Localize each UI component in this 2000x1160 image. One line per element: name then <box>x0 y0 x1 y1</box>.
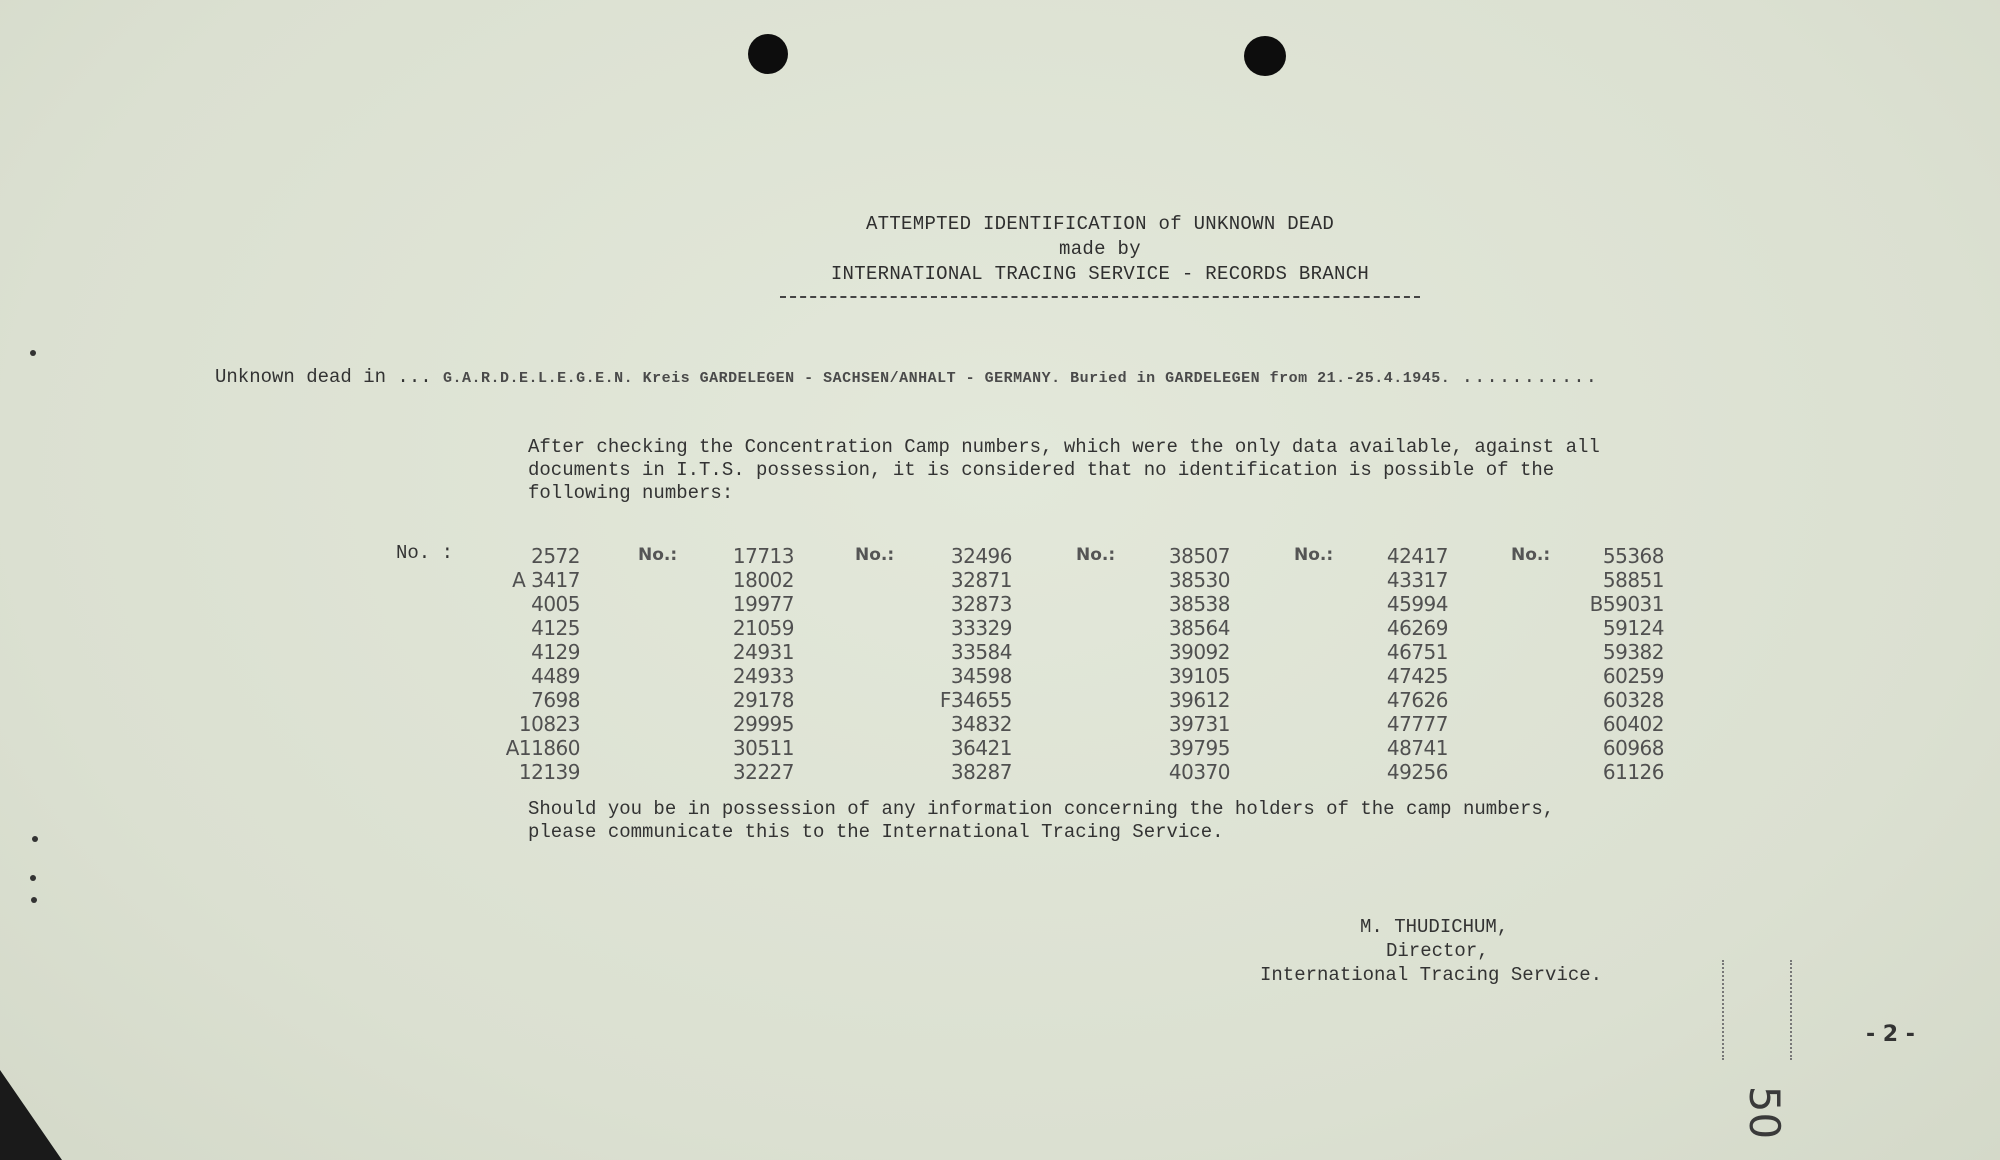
camp-number: 61126 <box>1602 760 1664 784</box>
camp-number: 21059 <box>732 616 794 640</box>
camp-number: 48741 <box>1386 736 1448 760</box>
burial-place: G.A.R.D.E.L.E.G.E.N. Kreis GARDELEGEN - SACHSEN/ANHALT - GERMANY. Buried in GARDELEGEN from 21.-25.4.1945. <box>443 370 1451 387</box>
camp-number: 47626 <box>1386 688 1448 712</box>
column-label-5: No.: <box>1294 545 1334 565</box>
camp-number: 18002 <box>732 568 794 592</box>
number-column-1 <box>450 544 580 784</box>
fill-dots: ........... <box>1461 366 1599 388</box>
margin-mark <box>30 350 36 356</box>
camp-number: A 3417 <box>512 568 580 592</box>
number-column-6 <box>1534 544 1664 784</box>
camp-number: 46269 <box>1386 616 1448 640</box>
camp-number: 45994 <box>1386 592 1448 616</box>
camp-number: 4129 <box>531 640 580 664</box>
camp-number: 38507 <box>1168 544 1230 568</box>
camp-number: 17713 <box>732 544 794 568</box>
camp-number: 4489 <box>531 664 580 688</box>
camp-number: 12139 <box>518 760 580 784</box>
heading-line-2: made by <box>1059 238 1141 260</box>
camp-number: 34598 <box>950 664 1012 688</box>
camp-number: 38287 <box>950 760 1012 784</box>
camp-number: 34832 <box>950 712 1012 736</box>
camp-number: 58851 <box>1602 568 1664 592</box>
camp-number: 19977 <box>732 592 794 616</box>
margin-mark <box>31 897 37 903</box>
closing-paragraph <box>528 798 1828 844</box>
camp-number: 38538 <box>1168 592 1230 616</box>
intro-paragraph <box>528 436 1828 505</box>
camp-number: 39731 <box>1168 712 1230 736</box>
camp-number: 33329 <box>950 616 1012 640</box>
column-label-1: No. : <box>396 542 454 564</box>
camp-number: 32496 <box>950 544 1012 568</box>
camp-number: 59382 <box>1602 640 1664 664</box>
unknown-dead-label: Unknown dead in ... <box>215 366 432 388</box>
camp-number: B59031 <box>1589 592 1664 616</box>
page-number: - 2 - <box>1866 1022 1915 1047</box>
camp-number: 39105 <box>1168 664 1230 688</box>
camp-number: 24931 <box>732 640 794 664</box>
column-label-2: No.: <box>638 545 678 565</box>
camp-number: 2572 <box>531 544 580 568</box>
archive-stamp-number: 50 <box>1740 1085 1790 1140</box>
camp-number: 32871 <box>950 568 1012 592</box>
unknown-dead-line <box>215 366 1995 388</box>
closing-line: please communicate this to the International Tracing Service. <box>528 821 1224 843</box>
number-column-4 <box>1100 544 1230 784</box>
closing-line: Should you be in possession of any information concerning the holders of the camp numbers, <box>528 798 1555 820</box>
camp-number: 33584 <box>950 640 1012 664</box>
punch-hole-left <box>748 34 788 74</box>
camp-number: 39795 <box>1168 736 1230 760</box>
camp-number: 30511 <box>732 736 794 760</box>
camp-number: 60259 <box>1602 664 1664 688</box>
intro-line: documents in I.T.S. possession, it is considered that no identification is possible of the <box>528 459 1555 481</box>
column-label-6: No.: <box>1511 545 1551 565</box>
number-column-3 <box>882 544 1012 784</box>
page-corner-curl <box>0 1070 62 1160</box>
margin-mark <box>32 836 38 842</box>
heading-line-1: ATTEMPTED IDENTIFICATION of UNKNOWN DEAD <box>865 213 1335 235</box>
document-heading <box>700 212 1500 287</box>
camp-number: 36421 <box>950 736 1012 760</box>
camp-number: 38564 <box>1168 616 1230 640</box>
margin-mark <box>30 875 36 881</box>
camp-number: 7698 <box>531 688 580 712</box>
intro-line: After checking the Concentration Camp numbers, which were the only data available, against all <box>528 436 1600 458</box>
column-label-4: No.: <box>1076 545 1116 565</box>
camp-number: 60402 <box>1602 712 1664 736</box>
camp-number: 4005 <box>531 592 580 616</box>
camp-number: 47425 <box>1386 664 1448 688</box>
camp-number: 59124 <box>1602 616 1664 640</box>
camp-number: 39612 <box>1168 688 1230 712</box>
camp-number: 32873 <box>950 592 1012 616</box>
camp-number: A11860 <box>505 736 580 760</box>
camp-number: F34655 <box>939 688 1012 712</box>
camp-number: 49256 <box>1386 760 1448 784</box>
camp-number: 40370 <box>1168 760 1230 784</box>
camp-number: 60968 <box>1602 736 1664 760</box>
camp-number: 60328 <box>1602 688 1664 712</box>
camp-number: 47777 <box>1386 712 1448 736</box>
number-column-5 <box>1318 544 1448 784</box>
heading-underline <box>780 296 1420 298</box>
camp-number: 43317 <box>1386 568 1448 592</box>
signature-block <box>1260 915 1640 987</box>
heading-line-3: INTERNATIONAL TRACING SERVICE - RECORDS BRANCH <box>830 263 1370 285</box>
camp-number: 29995 <box>732 712 794 736</box>
number-column-2 <box>664 544 794 784</box>
punch-hole-right <box>1244 36 1286 76</box>
camp-number: 39092 <box>1168 640 1230 664</box>
camp-number: 55368 <box>1602 544 1664 568</box>
intro-line: following numbers: <box>528 482 734 504</box>
signatory-org: International Tracing Service. <box>1260 964 1603 986</box>
camp-number: 29178 <box>732 688 794 712</box>
camp-number: 10823 <box>518 712 580 736</box>
camp-number: 38530 <box>1168 568 1230 592</box>
column-label-3: No.: <box>855 545 895 565</box>
signatory-name: M. THUDICHUM, <box>1360 916 1509 938</box>
camp-number: 42417 <box>1386 544 1448 568</box>
signatory-title: Director, <box>1386 940 1489 962</box>
camp-number: 46751 <box>1386 640 1448 664</box>
camp-number: 4125 <box>531 616 580 640</box>
camp-number: 24933 <box>732 664 794 688</box>
camp-number: 32227 <box>732 760 794 784</box>
archive-stamp-marks <box>1722 960 1792 1060</box>
